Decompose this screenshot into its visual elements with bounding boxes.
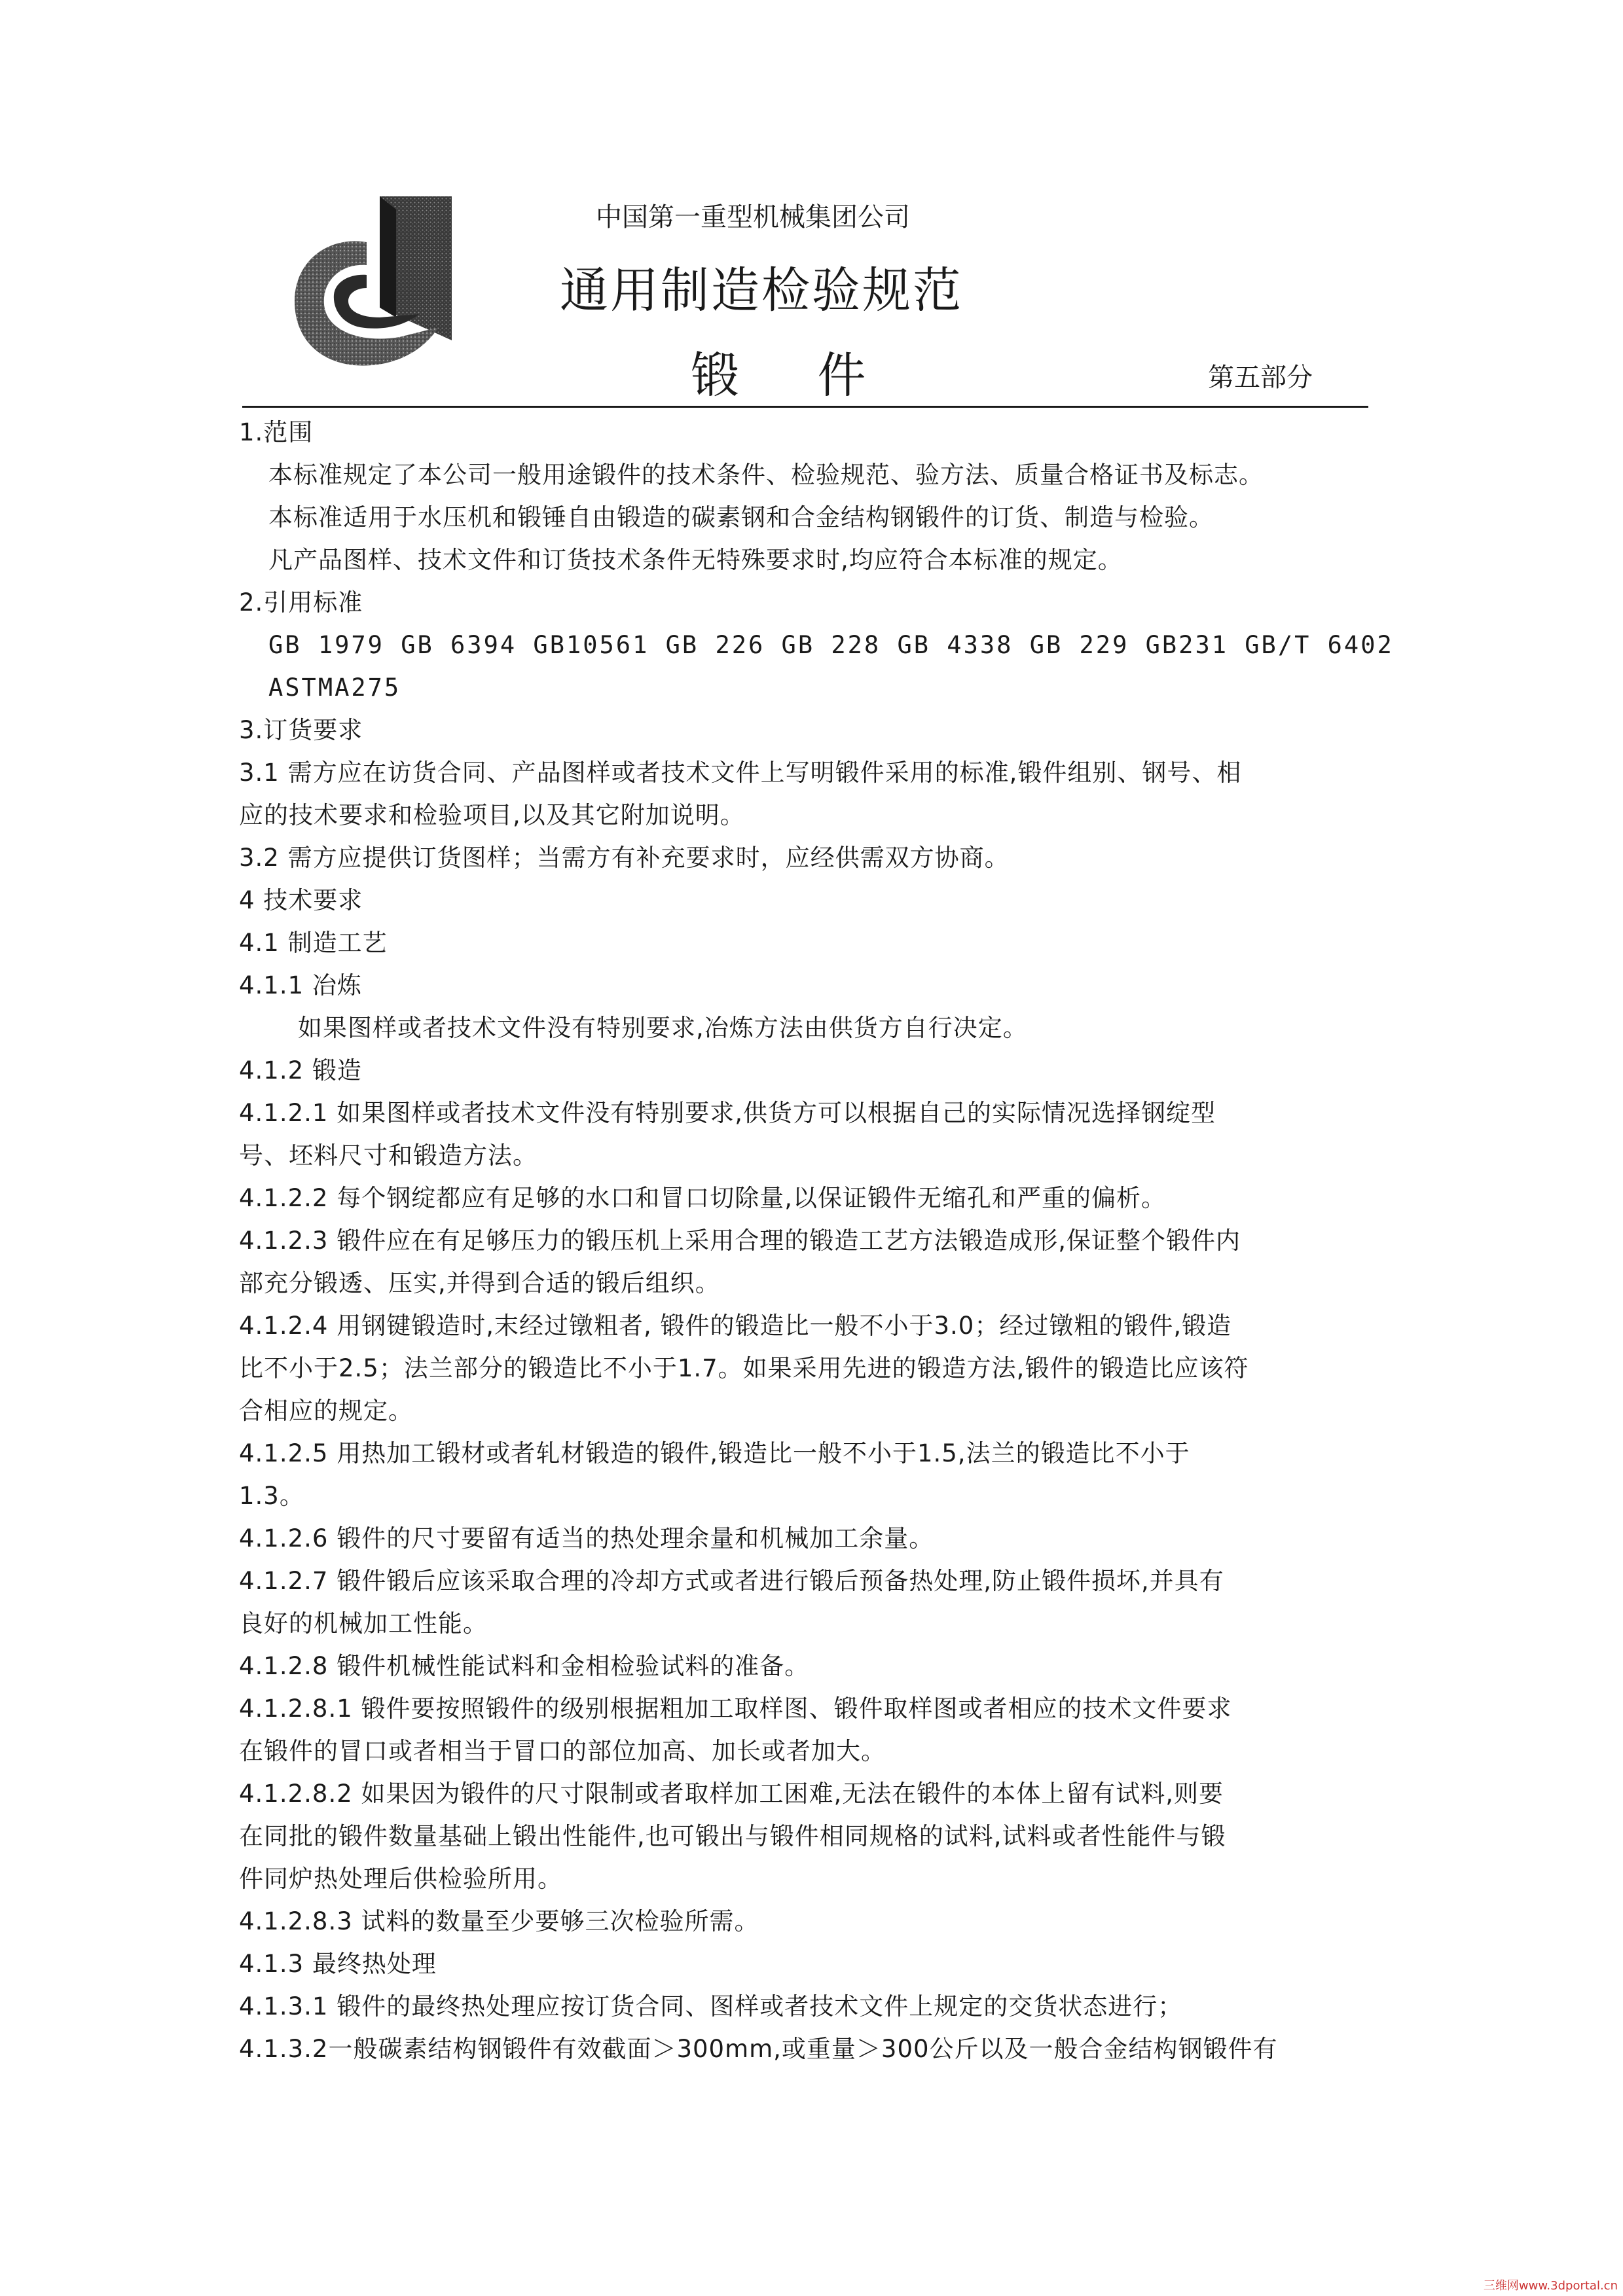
company-logo-icon — [288, 190, 458, 373]
paragraph-line: 4.1.2.6 锻件的尺寸要留有适当的热处理余量和机械加工余量。 — [239, 1524, 934, 1552]
section-heading: 3.订货要求 — [239, 716, 363, 744]
paragraph-line: 4.1.2.8.3 试料的数量至少要够三次检验所需。 — [239, 1907, 759, 1935]
document-title: 通用制造检验规范 — [560, 262, 963, 319]
paragraph-line: 本标准适用于水压机和锻锤自由锻造的碳素钢和合金结构钢锻件的订货、制造与检验。 — [268, 503, 1214, 531]
section-heading: 4 技术要求 — [239, 886, 363, 914]
paragraph-line: 4.1.3.1 锻件的最终热处理应按订货合同、图样或者技术文件上规定的交货状态进行； — [239, 1992, 1183, 2020]
paragraph-line: 合相应的规定。 — [239, 1397, 413, 1425]
header-divider — [242, 406, 1368, 408]
paragraph-line: 4.1.2.1 如果图样或者技术文件没有特别要求,供货方可以根据自己的实际情况选择钢绽型 — [239, 1099, 1216, 1127]
site-watermark: 三维网www.3dportal.cn — [1483, 2279, 1618, 2293]
paragraph-line: 1.3。 — [239, 1482, 304, 1510]
section-heading: 4.1.1 冶炼 — [239, 971, 362, 999]
section-heading: 1.范围 — [239, 418, 314, 446]
paragraph-line: 应的技术要求和检验项目,以及其它附加说明。 — [239, 801, 745, 829]
paragraph-line: 凡产品图样、技术文件和订货技术条件无特殊要求时,均应符合本标准的规定。 — [268, 546, 1123, 574]
paragraph-line: 本标准规定了本公司一般用途锻件的技术条件、检验规范、验方法、质量合格证书及标志。 — [268, 461, 1264, 489]
paragraph-line: 4.1.2.7 锻件锻后应该采取合理的冷却方式或者进行锻后预备热处理,防止锻件损坏,并具有 — [239, 1567, 1224, 1595]
paragraph-line: 4.1.2.8 锻件机械性能试料和金相检验试料的准备。 — [239, 1652, 810, 1680]
paragraph-line: 部充分锻透、压实,并得到合适的锻后组织。 — [239, 1269, 720, 1297]
company-name: 中国第一重型机械集团公司 — [596, 202, 910, 232]
paragraph-line: 3.2 需方应提供订货图样；当需方有补充要求时，应经供需双方协商。 — [239, 844, 1010, 872]
section-heading: 4.1.3 最终热处理 — [239, 1950, 437, 1978]
paragraph-line: 3.1 需方应在访货合同、产品图样或者技术文件上写明锻件采用的标准,锻件组别、钢号、相 — [239, 759, 1242, 787]
paragraph-line: 如果图样或者技术文件没有特别要求,冶炼方法由供货方自行决定。 — [298, 1014, 1028, 1042]
paragraph-line: 4.1.2.3 锻件应在有足够压力的锻压机上采用合理的锻造工艺方法锻造成形,保证整个锻件内 — [239, 1227, 1241, 1255]
section-heading: 2.引用标准 — [239, 588, 363, 617]
paragraph-line: 4.1.2.4 用钢键锻造时,末经过镦粗者, 锻件的锻造比一般不小于3.0；经过镦粗的锻件,锻造 — [239, 1312, 1232, 1340]
document-body — [239, 411, 1394, 2070]
section-heading: 4.1 制造工艺 — [239, 929, 388, 957]
paragraph-line: 4.1.2.8.2 如果因为锻件的尺寸限制或者取样加工困难,无法在锻件的本体上留有试料,则要 — [239, 1780, 1224, 1808]
standards-list: GB 1979 GB 6394 GB10561 GB 226 GB 228 GB 4338 GB 229 GB231 GB/T 6402 — [268, 631, 1394, 659]
paragraph-line: 4.1.2.8.1 锻件要按照锻件的级别根据粗加工取样图、锻件取样图或者相应的技术文件要求 — [239, 1695, 1232, 1723]
paragraph-line: 4.1.2.2 每个钢绽都应有足够的水口和冒口切除量,以保证锻件无缩孔和严重的偏析。 — [239, 1184, 1166, 1212]
part-label: 第五部分 — [1208, 363, 1313, 393]
paragraph-line: 件同炉热处理后供检验所用。 — [239, 1865, 562, 1893]
paragraph-line: 4.1.2.5 用热加工锻材或者轧材锻造的锻件,锻造比一般不小于1.5,法兰的锻造比不小于 — [239, 1439, 1190, 1467]
standards-list: ASTMA275 — [268, 673, 401, 702]
paragraph-line: 4.1.3.2一般碳素结构钢锻件有效截面＞300mm,或重量＞300公斤以及一般合金结构钢锻件有 — [239, 2035, 1278, 2063]
paragraph-line: 在锻件的冒口或者相当于冒口的部位加高、加长或者加大。 — [239, 1737, 886, 1765]
document-subtitle: 锻 件 — [691, 348, 898, 404]
paragraph-line: 在同批的锻件数量基础上锻出性能件,也可锻出与锻件相同规格的试料,试料或者性能件与锻 — [239, 1822, 1226, 1850]
paragraph-line: 比不小于2.5；法兰部分的锻造比不小于1.7。如果采用先进的锻造方法,锻件的锻造比应该符 — [239, 1354, 1249, 1382]
paragraph-line: 号、坯料尺寸和锻造方法。 — [239, 1141, 538, 1170]
section-heading: 4.1.2 锻造 — [239, 1056, 362, 1085]
paragraph-line: 良好的机械加工性能。 — [239, 1609, 488, 1638]
